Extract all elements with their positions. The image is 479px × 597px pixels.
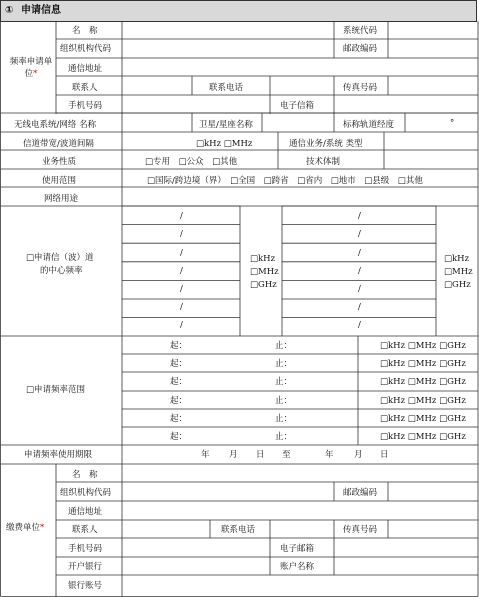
satellite-name-label: 卫星/星座名称 [199, 120, 253, 130]
nature-label: 业务性质 [42, 157, 77, 167]
freq-range-start-label: 起： [170, 341, 188, 351]
center-freq-slash: / [358, 211, 361, 221]
center-freq-unit-ghz-right: □GHz [444, 280, 471, 290]
applicant-email-label: 电子信箱 [280, 101, 315, 111]
freq-range-units: □kHz □MHz □GHz [380, 359, 466, 369]
orbit-longitude-label: 标称轨道经度 [343, 120, 395, 130]
tech-label: 技术体制 [306, 157, 341, 167]
applicant-name-label: 名 称 [72, 26, 98, 36]
nature-options: □专用 □公众 □其他 [145, 157, 238, 167]
freq-range-start-label: 起： [170, 396, 188, 406]
scope-label: 使用范围 [42, 176, 77, 186]
freq-range-label: □申请频率范围 [26, 385, 86, 395]
bandwidth-units: □kHz □MHz [196, 139, 253, 149]
bandwidth-label: 信道带宽/波道间隔 [23, 139, 94, 149]
section-title: 申请信息 [20, 5, 61, 16]
service-type-label: 通信业务/系统 类型 [289, 139, 363, 149]
freq-range-end-label: 止： [275, 359, 293, 369]
required-mark: * [40, 523, 45, 533]
system-name-label: 无线电系统/网络 名称 [14, 120, 97, 130]
payer-contact-label: 联系人 [72, 525, 98, 535]
payer-address-label: 通信地址 [68, 507, 103, 517]
period-label: 申请频率使用期限 [24, 450, 93, 460]
center-freq-slash: / [180, 248, 183, 258]
payer-org-code-label: 组织机构代码 [60, 488, 112, 498]
center-freq-slash: / [358, 248, 361, 258]
payer-phone-label: 联系电话 [221, 525, 256, 535]
center-freq-label-line1: □申请信（波）道 [26, 253, 94, 263]
freq-range-end-label: 止： [275, 341, 293, 351]
center-freq-unit-mhz-left: □MHz [250, 267, 279, 277]
center-freq-label-line2: 的中心频率 [40, 266, 83, 276]
center-freq-slash: / [180, 211, 183, 221]
applicant-address-label: 通信地址 [68, 64, 103, 74]
center-freq-unit-khz-left: □kHz [250, 254, 276, 264]
center-freq-slash: / [358, 284, 361, 294]
center-freq-slash: / [358, 229, 361, 239]
freq-range-units: □kHz □MHz □GHz [380, 377, 466, 387]
period-end-day: 日 [380, 450, 389, 460]
payer-account-no-label: 银行账号 [68, 581, 103, 591]
freq-range-start-label: 起： [170, 432, 188, 442]
applicant-fax-label: 传真号码 [343, 83, 378, 93]
center-freq-slash: / [180, 320, 183, 330]
freq-range-end-label: 止： [275, 414, 293, 424]
degree-symbol: ° [450, 118, 455, 128]
period-end-month: 月 [354, 450, 363, 460]
freq-range-end-label: 止： [275, 377, 293, 387]
freq-range-start-label: 起： [170, 377, 188, 387]
center-freq-slash: / [180, 284, 183, 294]
center-freq-unit-mhz-right: □MHz [444, 267, 473, 277]
required-mark: * [33, 69, 38, 79]
center-freq-slash: / [358, 302, 361, 312]
payer-mobile-label: 手机号码 [68, 544, 103, 554]
freq-range-units: □kHz □MHz □GHz [380, 414, 466, 424]
system-code-label: 系统代码 [343, 26, 378, 36]
freq-range-units: □kHz □MHz □GHz [380, 396, 466, 406]
period-start-month: 月 [229, 450, 238, 460]
period-end-year: 年 [325, 450, 334, 460]
applicant-org-code-label: 组织机构代码 [60, 44, 112, 54]
applicant-postal-code-label: 邮政编码 [343, 44, 378, 54]
section-header [0, 0, 477, 22]
section-number-icon: ① [5, 5, 14, 16]
applicant-mobile-label: 手机号码 [68, 101, 103, 111]
payer-account-name-label: 账户名称 [280, 562, 315, 572]
applicant-phone-label: 联系电话 [209, 83, 244, 93]
payer-fax-label: 传真号码 [343, 525, 378, 535]
freq-range-units: □kHz □MHz □GHz [380, 341, 466, 351]
freq-range-start-label: 起： [170, 359, 188, 369]
payer-name-label: 名 称 [72, 470, 98, 480]
center-freq-slash: / [180, 266, 183, 276]
center-freq-slash: / [358, 266, 361, 276]
freq-range-units: □kHz □MHz □GHz [380, 432, 466, 442]
period-start-day: 日 [256, 450, 265, 460]
payer-email-label: 电子邮箱 [280, 544, 315, 554]
freq-range-end-label: 止： [275, 432, 293, 442]
center-freq-unit-ghz-left: □GHz [250, 280, 277, 290]
period-start-year: 年 [201, 450, 210, 460]
freq-range-start-label: 起： [170, 414, 188, 424]
center-freq-slash: / [180, 229, 183, 239]
center-freq-slash: / [180, 302, 183, 312]
payer-postal-code-label: 邮政编码 [343, 488, 378, 498]
period-to: 至 [282, 450, 291, 460]
applicant-section-label: 频率申请单位* [9, 57, 53, 79]
applicant-contact-label: 联系人 [72, 83, 98, 93]
purpose-label: 网络用途 [44, 194, 79, 204]
payer-bank-label: 开户银行 [68, 562, 103, 572]
scope-options: □国际/跨边境（界） □全国 □跨省 □省内 □地市 □县级 □其他 [147, 176, 423, 186]
freq-range-end-label: 止： [275, 396, 293, 406]
center-freq-slash: / [358, 320, 361, 330]
payer-section-label: 缴费单位* [6, 523, 45, 533]
center-freq-unit-khz-right: □kHz [444, 254, 470, 264]
